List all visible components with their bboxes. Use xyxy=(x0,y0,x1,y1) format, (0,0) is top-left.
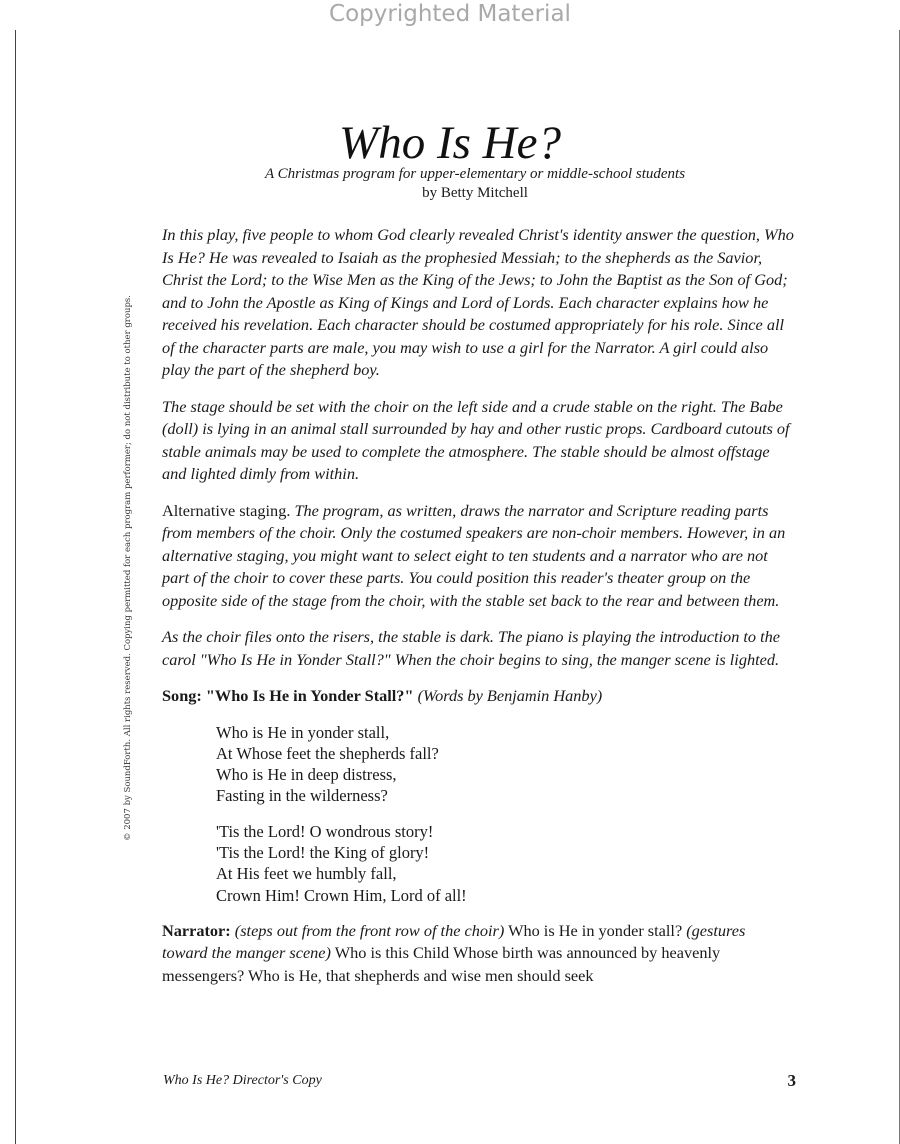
narrator-line xyxy=(162,920,794,988)
verse-line: Crown Him! Crown Him, Lord of all! xyxy=(216,885,467,905)
verse-line: 'Tis the Lord! O wondrous story! xyxy=(216,821,434,841)
intro-paragraph: In this play, five people to whom God clearly revealed Christ's identity answer the question, Who Is He? He was revealed to Isaiah as the prophesied Messiah; to the shepherds as the Savior, Christ the Lord; to the Wise Men as the King of the Jews; to John the Baptist as the Son of God; and to John the Apostle as King of Kings and Lord of Lords. Each character explains how he received his revelation. Each character should be costumed appropriately for his role. Since all of the character parts are male, you may wish to use a girl for the Narrator. A girl could also play the part of the shepherd boy. xyxy=(162,225,794,379)
verse-line: Fasting in the wilderness? xyxy=(216,786,388,806)
narrator-speech: Who is He in yonder stall? xyxy=(508,920,683,940)
alt-staging-text: The program, as written, draws the narrator and Scripture reading parts from members of the choir. Only the costumed speakers are non-choir members. However, in an alternative staging, you might want to select eight to ten students and a narrator who are not part of the choir to cover these parts. You could position this reader's theater group on the opposite side of the stage from the choir, with the stable set back to the rear and between them. xyxy=(162,500,786,610)
subtitle: A Christmas program for upper-elementary or middle-school students xyxy=(264,166,686,182)
page-number: 3 xyxy=(787,1071,796,1090)
verse-line: Who is He in yonder stall, xyxy=(216,722,390,742)
stage-direction: As the choir files onto the risers, the stable is dark. The piano is playing the introduction to the carol "Who Is He in Yonder Stall?" When the choir begins to sing, the manger scene is lighted. xyxy=(162,627,781,669)
song-verse-1 xyxy=(216,722,794,807)
narrator-label: Narrator: xyxy=(162,920,231,940)
byline: by Betty Mitchell xyxy=(422,185,528,201)
verse-line: At His feet we humbly fall, xyxy=(216,864,397,884)
verse-line: At Whose feet the shepherds fall? xyxy=(216,743,439,763)
song-credit: (Words by Benjamin Hanby) xyxy=(417,686,603,705)
song-heading xyxy=(162,685,794,708)
narrator-direction: (steps out from the front row of the choir) xyxy=(234,920,505,940)
side-copyright-notice: © 2007 by SoundForth. All rights reserved. Copying permitted for each program performer; do not distribute to other groups. xyxy=(123,295,133,841)
verse-line: Who is He in deep distress, xyxy=(216,765,397,785)
staging-paragraph: The stage should be set with the choir on the left side and a crude stable on the right. The Babe (doll) is lying in an animal stall surrounded by hay and other rustic props. Cardboard cutouts of stable animals may be used to complete the atmosphere. The stable should be almost offstage and lighted dimly from within. xyxy=(162,396,790,483)
page-title: Who Is He? xyxy=(339,117,561,169)
alt-staging-paragraph xyxy=(162,500,794,613)
song-label: Song: "Who Is He in Yonder Stall?" xyxy=(162,686,414,705)
alt-staging-label: Alternative staging. xyxy=(162,500,291,520)
body-content xyxy=(162,224,794,1001)
narrator-speech: Who is this Child Whose birth was announced by heavenly messengers? Who is He, that shepherds and wise men should seek xyxy=(162,943,721,985)
footer-title: Who Is He? Director's Copy xyxy=(163,1073,322,1088)
narrator-direction: (gestures toward the manger scene) xyxy=(162,920,746,963)
song-verse-2 xyxy=(216,821,794,906)
verse-line: 'Tis the Lord! the King of glory! xyxy=(216,842,430,862)
copyright-watermark: Copyrighted Material xyxy=(329,1,571,27)
